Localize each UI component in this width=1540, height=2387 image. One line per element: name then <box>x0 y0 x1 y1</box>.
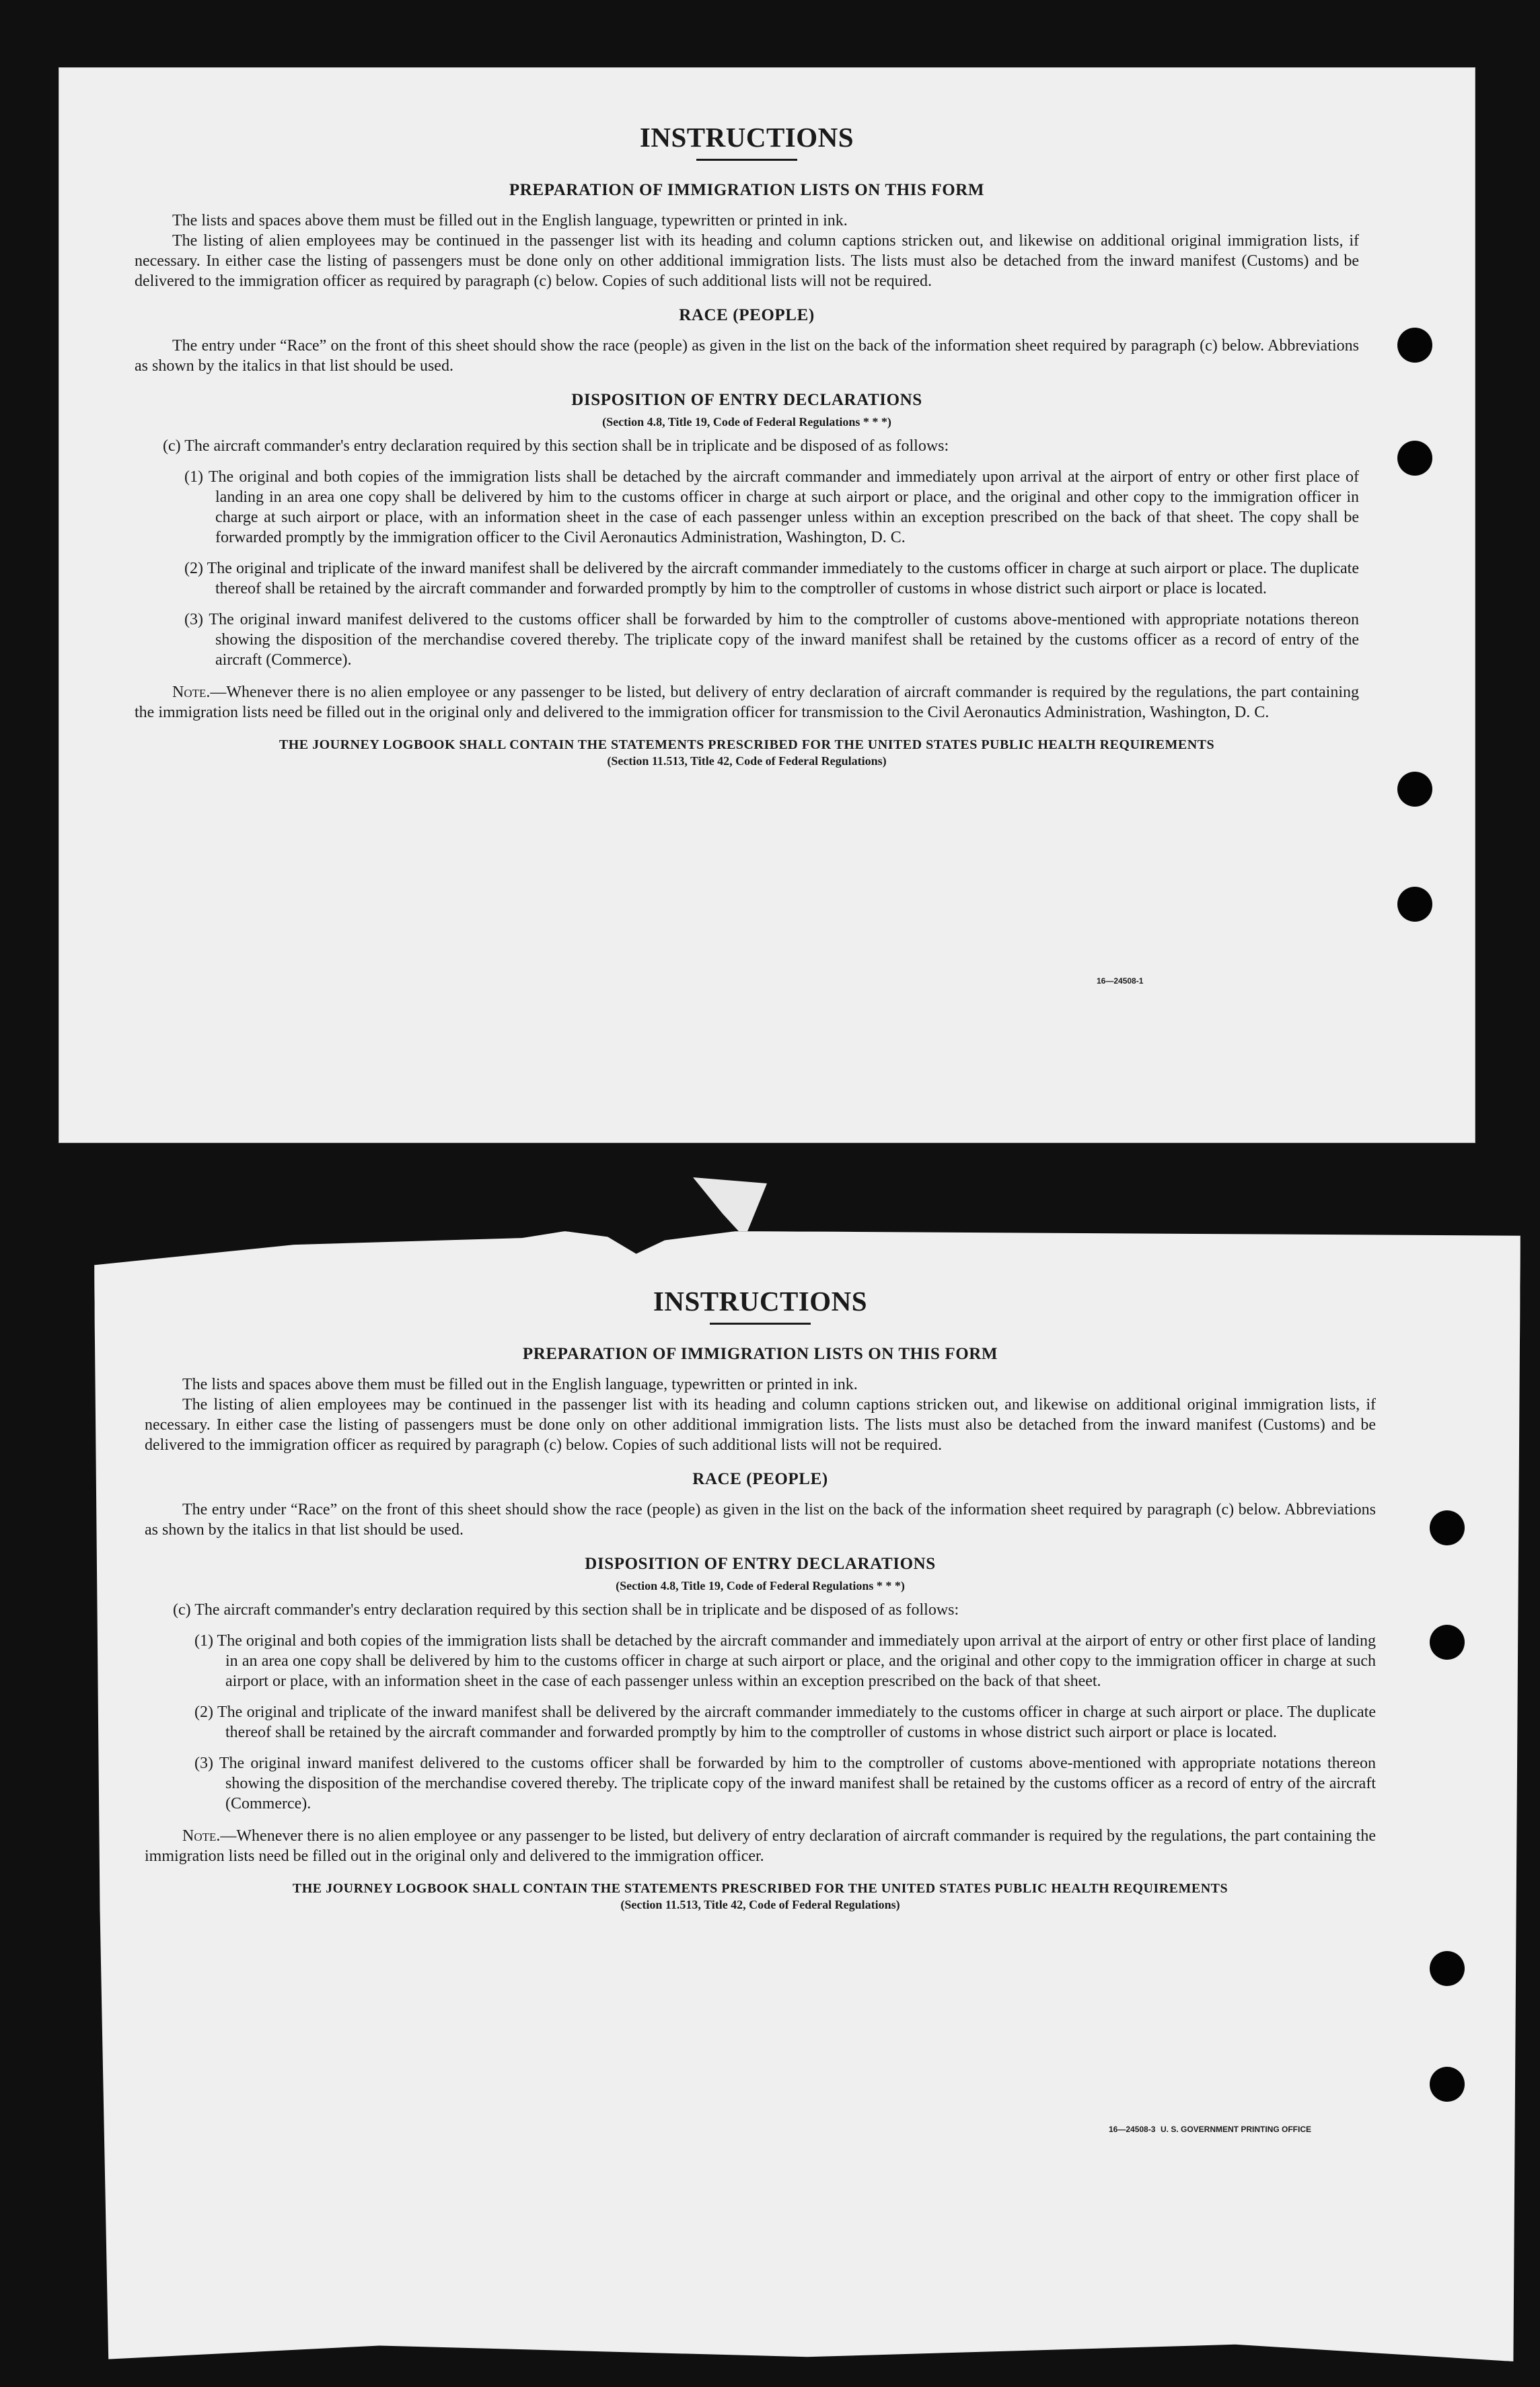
form-number: 16—24508-3 <box>1109 2125 1156 2134</box>
logbook-statement: THE JOURNEY LOGBOOK SHALL CONTAIN THE STATEMENTS PRESCRIBED FOR THE UNITED STATES PUBLIC HEALTH REQUIREMENTS <box>279 737 1215 752</box>
torn-fragment <box>693 1177 767 1238</box>
list-item: (2) The original and triplicate of the inward manifest shall be delivered by the aircraft commander immediately to the customs officer in charge at such airport or place. The duplicate thereof shall be retained by the aircraft commander and forwarded promptly by him to the comptroller of customs in whose district such airport or place is located. <box>184 560 1359 597</box>
punch-hole <box>1397 887 1432 922</box>
note-text: —Whenever there is no alien employee or any passenger to be listed, but delivery of entry declaration of aircraft commander is required by the regulations, the part containing the immigration lists need be filled out in the original only and delivered to the immigration officer. <box>145 1827 1376 1865</box>
punch-hole <box>1397 441 1432 476</box>
list-item: (2) The original and triplicate of the inward manifest shall be delivered by the aircraft commander immediately to the customs officer in charge at such airport or place. The duplicate thereof shall be retained by the aircraft commander and forwarded promptly by him to the comptroller of customs in whose district such airport or place is located. <box>194 1703 1376 1741</box>
list-item: (3) The original inward manifest delivered to the customs officer shall be forwarded by him to the comptroller of customs above-mentioned with appropriate notations thereon showing the disposition of the merchandise covered thereby. The triplicate copy of the inward manifest shall be retained by the customs officer as a record of entry of the aircraft (Commerce). <box>194 1755 1376 1812</box>
section-heading-disposition: DISPOSITION OF ENTRY DECLARATIONS <box>585 1555 936 1573</box>
paragraph: The lists and spaces above them must be filled out in the English language, typewritten or printed in ink. <box>182 1376 858 1393</box>
page-title: INSTRUCTIONS <box>639 122 854 153</box>
note-label: Note. <box>182 1827 221 1845</box>
paragraph: (c) The aircraft commander's entry declaration required by this section shall be in triplicate and be disposed of as follows: <box>173 1601 959 1619</box>
note-text: —Whenever there is no alien employee or any passenger to be listed, but delivery of entry declaration of aircraft commander is required by the regulations, the part containing the immigration lists need be filled out in the original only and delivered to the immigration officer for transmission to the Civil Aeronautics Administration, Washington, D. C. <box>135 684 1359 721</box>
note-label: Note. <box>172 684 211 701</box>
paragraph: (c) The aircraft commander's entry declaration required by this section shall be in triplicate and be disposed of as follows: <box>163 437 949 455</box>
list-item: (3) The original inward manifest delivered to the customs officer shall be forwarded by him to the comptroller of customs above-mentioned with appropriate notations thereon showing the disposition of the merchandise covered thereby. The triplicate copy of the inward manifest shall be retained by the customs officer as a record of entry of the aircraft (Commerce). <box>184 611 1359 669</box>
section-heading-race: RACE (PEOPLE) <box>679 306 815 324</box>
page-title: INSTRUCTIONS <box>653 1286 868 1317</box>
section-heading-race: RACE (PEOPLE) <box>692 1470 828 1488</box>
list-item: (1) The original and both copies of the immigration lists shall be detached by the aircraft commander and immediately upon arrival at the airport of entry or other first place of landing in an area one copy shall be delivered by him to the customs officer in charge at such airport or place, and the original and other copy to the immigration officer in charge at such airport or place, with an information sheet in the case of each passenger unless within an exception prescribed on the back of that sheet. The copy shall be forwarded promptly by the immigration officer to the Civil Aeronautics Administration, Washington, D. C. <box>184 468 1359 546</box>
punch-hole <box>1430 1625 1465 1660</box>
sheet-1-text <box>135 121 1359 768</box>
punch-hole <box>1397 328 1432 363</box>
section-heading-preparation: PREPARATION OF IMMIGRATION LISTS ON THIS FORM <box>509 181 985 199</box>
section-heading-preparation: PREPARATION OF IMMIGRATION LISTS ON THIS FORM <box>522 1345 998 1363</box>
paragraph: The entry under “Race” on the front of this sheet should show the race (people) as given in the list on the back of the information sheet required by paragraph (c) below. Abbreviations as shown by the italics in that list should be used. <box>145 1501 1376 1539</box>
logbook-statement: THE JOURNEY LOGBOOK SHALL CONTAIN THE STATEMENTS PRESCRIBED FOR THE UNITED STATES PUBLIC HEALTH REQUIREMENTS <box>292 1881 1229 1896</box>
logbook-citation: (Section 11.513, Title 42, Code of Federal Regulations) <box>607 754 887 768</box>
punch-hole <box>1430 1510 1465 1545</box>
punch-hole <box>1430 1951 1465 1986</box>
printer-imprint: U. S. GOVERNMENT PRINTING OFFICE <box>1161 2125 1312 2134</box>
section-heading-disposition: DISPOSITION OF ENTRY DECLARATIONS <box>571 391 922 409</box>
regulation-citation: (Section 4.8, Title 19, Code of Federal Regulations * * *) <box>602 415 891 429</box>
note-paragraph <box>135 682 1359 723</box>
paragraph: The entry under “Race” on the front of this sheet should show the race (people) as given in the list on the back of the information sheet required by paragraph (c) below. Abbreviations as shown by the italics in that list should be used. <box>135 337 1359 375</box>
paragraph: The lists and spaces above them must be filled out in the English language, typewritten or printed in ink. <box>172 212 848 229</box>
title-rule <box>696 159 797 161</box>
punch-hole <box>1397 772 1432 807</box>
form-number: 16—24508-1 <box>1097 976 1144 986</box>
list-item: (1) The original and both copies of the immigration lists shall be detached by the aircraft commander and immediately upon arrival at the airport of entry or other first place of landing in an area one copy shall be delivered by him to the customs officer in charge at such airport or place, and the original and other copy to the immigration officer in charge at such airport or place, with an information sheet in the case of each passenger unless within an exception prescribed on the back of that sheet. <box>194 1632 1376 1690</box>
punch-hole <box>1430 2067 1465 2102</box>
title-rule <box>710 1323 811 1325</box>
logbook-citation: (Section 11.513, Title 42, Code of Federal Regulations) <box>620 1898 900 1911</box>
regulation-citation: (Section 4.8, Title 19, Code of Federal Regulations * * *) <box>616 1579 905 1592</box>
note-paragraph <box>145 1826 1376 1866</box>
sheet-2-text <box>145 1285 1376 1912</box>
paragraph: The listing of alien employees may be continued in the passenger list with its heading and column captions stricken out, and likewise on additional original immigration lists, if necessary. In either case the listing of passengers must be done only on other additional immigration lists. The lists must also be detached from the inward manifest (Customs) and be delivered to the immigration officer as required by paragraph (c) below. Copies of such additional lists will not be required. <box>135 232 1359 290</box>
paragraph: The listing of alien employees may be continued in the passenger list with its heading and column captions stricken out, and likewise on additional original immigration lists, if necessary. In either case the listing of passengers must be done only on other additional immigration lists. The lists must also be detached from the inward manifest (Customs) and be delivered to the immigration officer as required by paragraph (c) below. Copies of such additional lists will not be required. <box>145 1396 1376 1454</box>
